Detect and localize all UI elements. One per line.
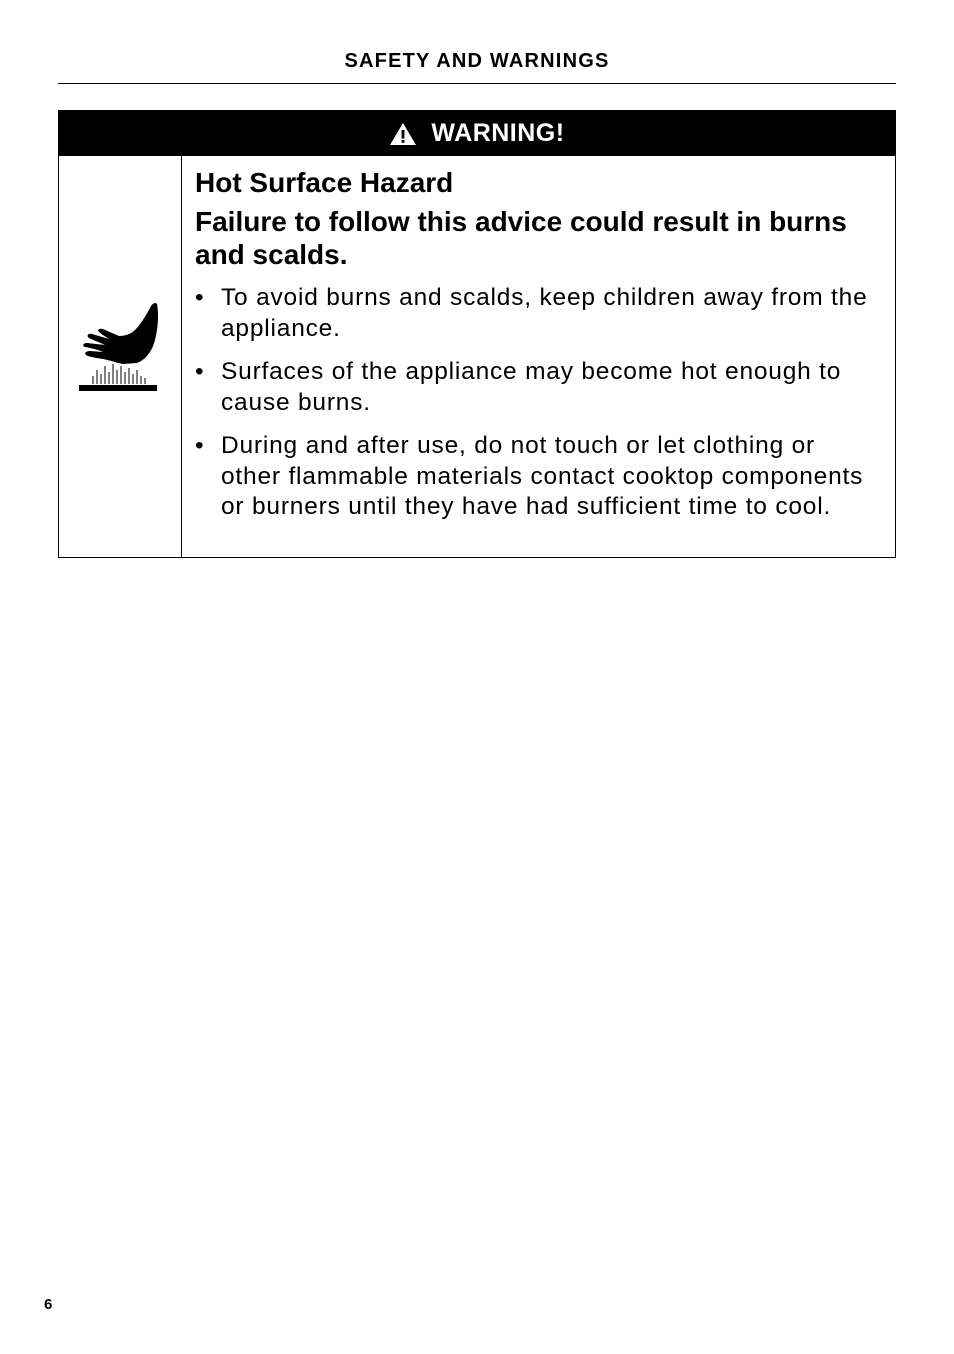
warning-body [59, 156, 895, 557]
hot-surface-hand-icon [79, 300, 161, 392]
bullet-icon: • [195, 358, 205, 385]
warning-bar [59, 111, 895, 156]
warning-text [182, 156, 895, 557]
list-item [195, 431, 875, 523]
bullet-text: During and after use, do not touch or let clothing or other flammable materials contact cooktop components or burners until they have had sufficient time to cool. [221, 432, 864, 520]
hazard-subtitle: Failure to follow this advice could result in burns and scalds. [195, 206, 847, 270]
icon-cell [59, 156, 182, 557]
page-number: 6 [44, 1296, 53, 1313]
warning-box [58, 110, 896, 558]
bullet-text: Surfaces of the appliance may become hot enough to cause burns. [221, 358, 842, 416]
section-title: SAFETY AND WARNINGS [344, 50, 610, 72]
bullet-list [195, 283, 875, 523]
warning-label: WARNING! [431, 119, 565, 147]
page-header [58, 47, 896, 84]
hazard-title: Hot Surface Hazard [195, 167, 454, 198]
list-item [195, 283, 875, 344]
bullet-icon: • [195, 284, 205, 311]
warning-triangle-icon [389, 122, 417, 146]
list-item [195, 357, 875, 418]
bullet-text: To avoid burns and scalds, keep children away from the appliance. [221, 284, 868, 342]
bullet-icon: • [195, 432, 205, 459]
